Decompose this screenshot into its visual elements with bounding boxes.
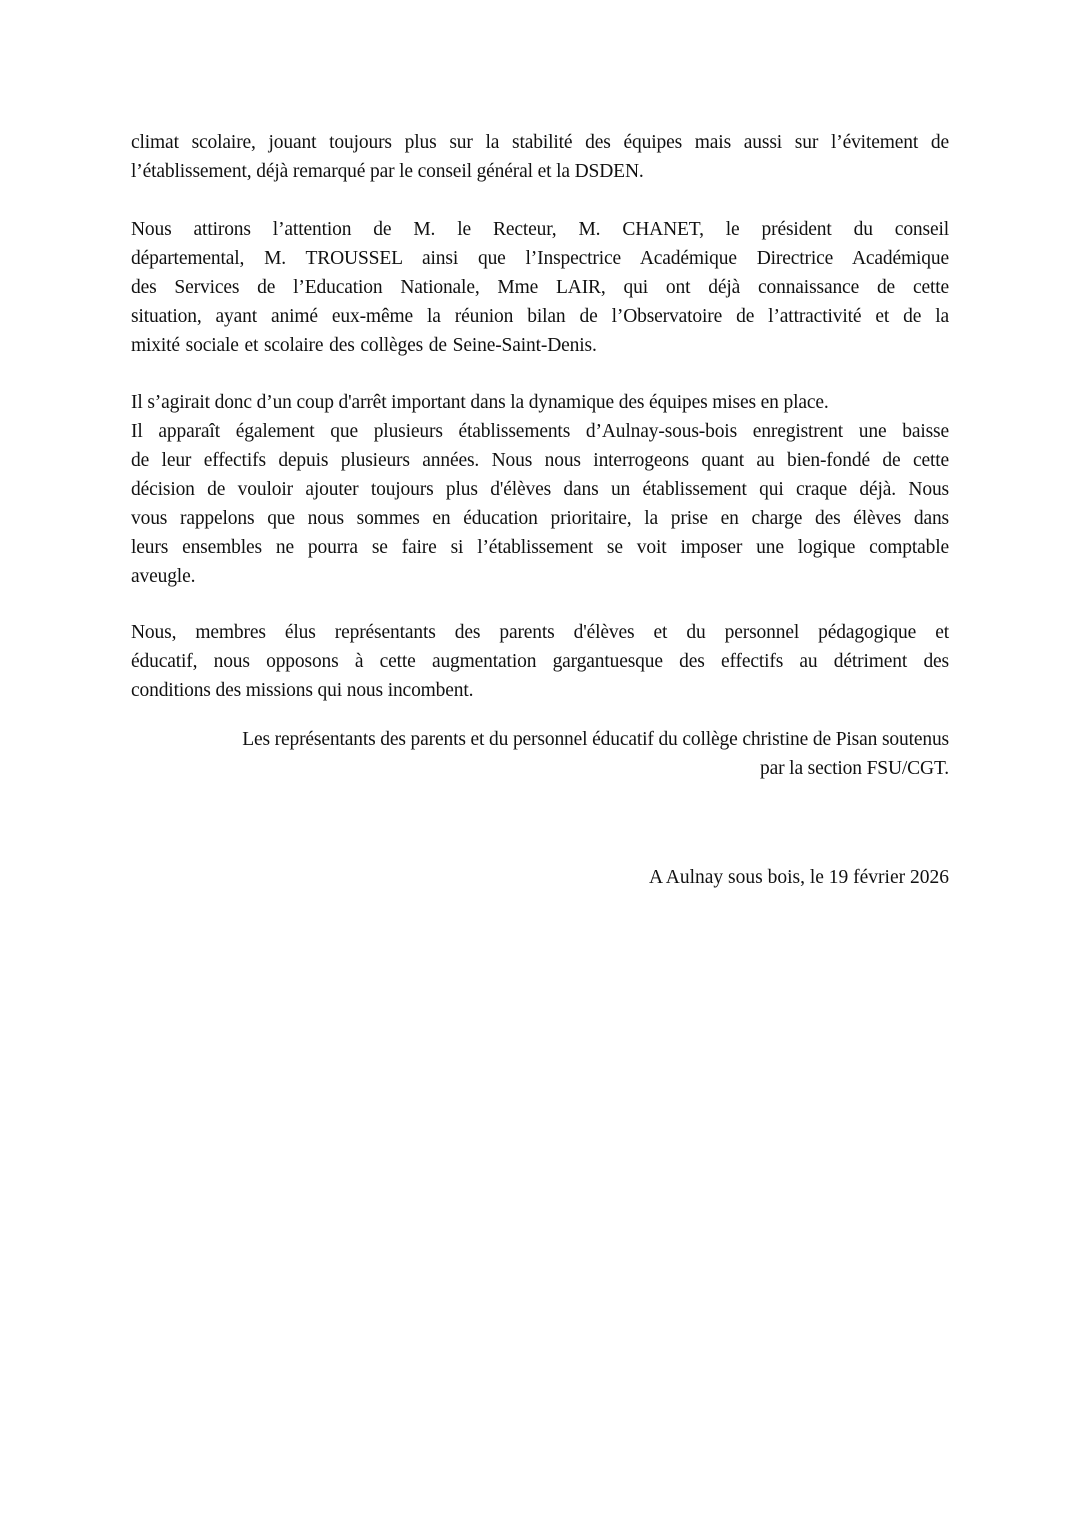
paragraph-school-climate [131, 128, 949, 186]
signature-block [131, 725, 949, 783]
text-line: leurs ensembles ne pourra se faire si l’établissement se voit imposer une logique comptable [131, 537, 949, 558]
text-line: Nous, membres élus représentants des parents d'élèves et du personnel pédagogique et [131, 622, 949, 643]
text-line: Il apparaît également que plusieurs établissements d’Aulnay-sous-bois enregistrent une baisse [131, 421, 949, 442]
paragraph-enrollment-concerns [131, 388, 949, 591]
signature-line: Les représentants des parents et du personnel éducatif du collège christine de Pisan soutenus [242, 729, 949, 750]
paragraph-opposition-statement [131, 618, 949, 705]
paragraph-attention-authorities [131, 215, 949, 360]
text-line: conditions des missions qui nous incombent. [131, 680, 474, 701]
text-line: décision de vouloir ajouter toujours plus d'élèves dans un établissement qui craque déjà. Nous [131, 479, 949, 500]
text-line: situation, ayant animé eux-même la réunion bilan de l’Observatoire de l’attractivité et de la [131, 306, 949, 327]
text-line: de leur effectifs depuis plusieurs années. Nous nous interrogeons quant au bien-fondé de cette [131, 450, 949, 471]
text-line: climat scolaire, jouant toujours plus sur la stabilité des équipes mais aussi sur l’évitement de [131, 132, 949, 153]
text-line: départemental, M. TROUSSEL ainsi que l’Inspectrice Académique Directrice Académique [131, 248, 949, 269]
text-line: Nous attirons l’attention de M. le Recteur, M. CHANET, le président du conseil [131, 219, 949, 240]
text-line: mixité sociale et scolaire des collèges de Seine-Saint-Denis. [131, 335, 597, 356]
place-and-date: A Aulnay sous bois, le 19 février 2026 [648, 867, 949, 888]
signature-line: par la section FSU/CGT. [760, 758, 949, 779]
text-line: Il s’agirait donc d’un coup d'arrêt important dans la dynamique des équipes mises en place. [131, 392, 829, 413]
text-line: éducatif, nous opposons à cette augmentation gargantuesque des effectifs au détriment des [131, 651, 949, 672]
text-line: vous rappelons que nous sommes en éducation prioritaire, la prise en charge des élèves dans [131, 508, 949, 529]
text-line: des Services de l’Education Nationale, Mme LAIR, qui ont déjà connaissance de cette [131, 277, 949, 298]
text-line: l’établissement, déjà remarqué par le conseil général et la DSDEN. [131, 161, 644, 182]
text-line: aveugle. [131, 566, 196, 587]
